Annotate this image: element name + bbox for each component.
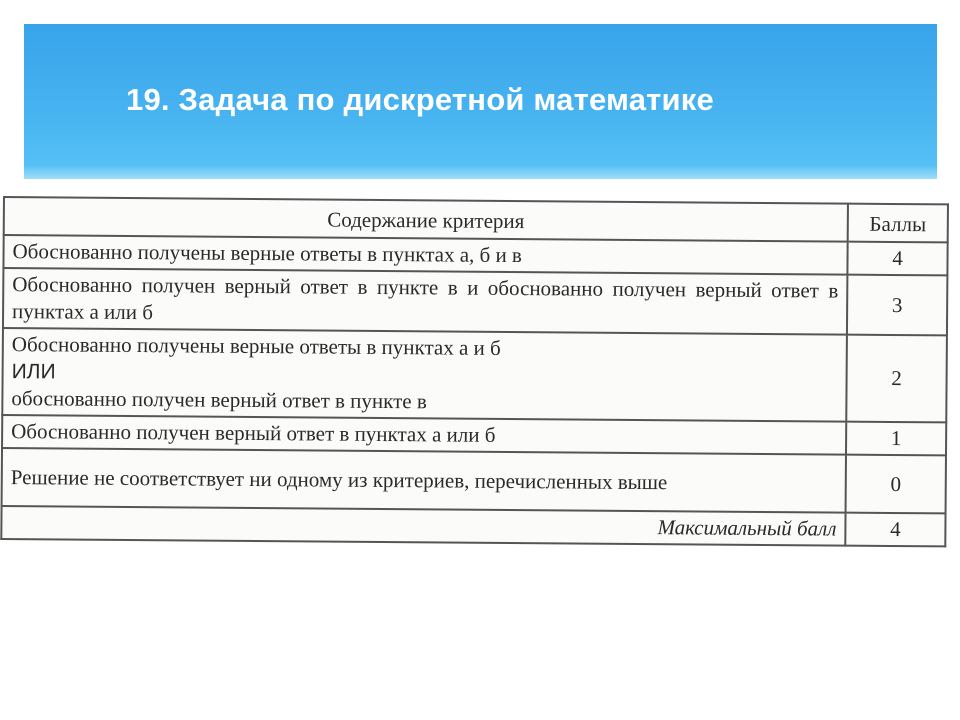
criterion-line: Обоснованно получены верные ответы в пунктах а и б <box>11 332 501 360</box>
title-banner <box>24 24 937 179</box>
max-score-value: 4 <box>845 513 945 547</box>
table-row <box>2 448 946 513</box>
criterion-text: Решение не соответствует ни одному из критериев, перечисленных выше <box>2 448 846 513</box>
criteria-scan <box>0 196 951 573</box>
criterion-text-block <box>2 328 847 422</box>
header-content: Содержание критерия <box>4 197 848 242</box>
criterion-points: 2 <box>846 335 947 423</box>
criterion-text: Обоснованно получены верные ответы в пунктах а, б и в <box>3 235 847 275</box>
table-row <box>3 268 947 335</box>
table-row <box>2 328 947 422</box>
header-points: Баллы <box>848 204 948 243</box>
criterion-text: Обоснованно получен верный ответ в пункте в и обоснованно получен верный ответ в пунктах а или б <box>3 268 847 335</box>
criterion-or: ИЛИ <box>11 360 56 384</box>
criterion-points: 4 <box>847 242 947 276</box>
criterion-text: Обоснованно получен верный ответ в пунктах а или б <box>2 415 846 455</box>
max-score-label: Максимальный балл <box>1 506 845 546</box>
criterion-points: 1 <box>846 422 946 456</box>
criterion-line: обоснованно получен верный ответ в пункте в <box>11 386 427 414</box>
criterion-points: 0 <box>846 455 946 514</box>
table-row-max <box>1 506 945 546</box>
criterion-points: 3 <box>847 275 947 336</box>
slide-title: 19. Задача по дискретной математике <box>126 82 714 117</box>
criteria-table <box>0 196 949 547</box>
